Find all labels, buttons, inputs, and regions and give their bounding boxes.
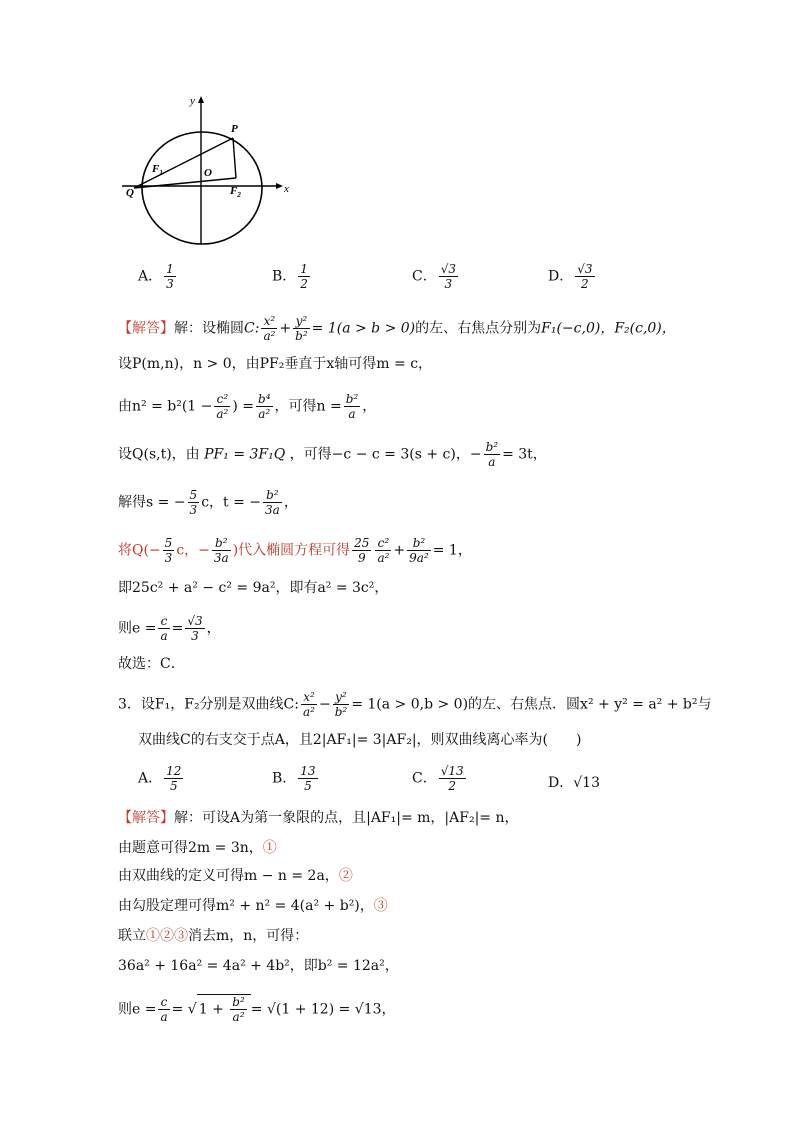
- label-P: P: [231, 123, 238, 135]
- q3-option-d: D．√13: [548, 775, 600, 791]
- q2-answer-line-9: 故选：C．: [118, 656, 185, 672]
- q3-answer-line-2: 由题意可得2m = 3n，①: [118, 840, 277, 856]
- q3-option-c: C． $\frac{√13}{2}$: [412, 764, 464, 793]
- q2-option-b: B． $\frac{1}{2}$: [272, 262, 308, 291]
- q2-answer-line-1: 【解答】解：设椭圆C: $\frac{\text{x²}}{\text{a²}}$ + $\frac{\text{y²}}{\text{b²}}$ = 1(a > b > 0)的左、右焦点分别为F₁(−c,0)，F₂(c,0)，: [118, 314, 676, 343]
- q3-stem-line-2: 双曲线C的右支交于点A，且2|AF₁|= 3|AF₂|，则双曲线离心率为( ): [138, 732, 582, 748]
- q3-option-a: A． $\frac{12}{5}$: [138, 764, 182, 793]
- q3-answer-line-7: 则e = $\frac{c}{a}$ = √ 1 + $\frac{\text{b²}}{\text{a²}}$ = √(1 + 12) = √13，: [118, 995, 396, 1024]
- label-y: y: [190, 95, 195, 107]
- q2-option-d: D． $\frac{√3}{2}$: [548, 262, 593, 291]
- q2-answer-line-7: 即25c² + a² − c² = 9a²，即有a² = 3c²，: [118, 580, 389, 596]
- q2-answer-line-8: 则e = $\frac{c}{a}$ = $\frac{√3}{3}$ ，: [118, 614, 221, 643]
- q3-answer-line-3: 由双曲线的定义可得m − n = 2a，②: [118, 868, 353, 884]
- label-F2: $F_2$: [230, 185, 241, 199]
- q2-answer-line-5: 解得s = − $\frac{5}{3}$ c，t = − $\frac{\text{b²}}{3a}$ ，: [118, 488, 298, 517]
- q2-answer-line-3: 由n² = b²(1 − $\frac{\text{c²}}{\text{a²}}$ ) = $\frac{\text{b⁴}}{\text{a²}}$ ，可得n = $\frac{\text{b²}}{a}$ ，: [118, 392, 377, 421]
- q2-option-c: C． $\frac{√3}{3}$: [412, 262, 456, 291]
- ellipse-figure: [118, 92, 298, 252]
- q2-answer-line-2: 设P(m,n)，n > 0，由PF₂垂直于x轴可得m = c，: [118, 356, 433, 372]
- q3-stem-line-1: 3．设F₁，F₂分别是双曲线C: $\frac{\text{x²}}{\text{a²}}$ − $\frac{\text{y²}}{\text{b²}}$ = 1(a > 0,b > 0)的左、右焦点．圆x² + y² = a² + b²与: [118, 690, 712, 719]
- q3-option-b: B． $\frac{13}{5}$: [272, 764, 316, 793]
- q2-answer-line-6: 将Q(− $\frac{5}{3}$ c，− $\frac{\text{b²}}{3a}$ )代入椭圆方程可得 $\frac{25}{9}$ $\frac{\text{c²}}{\text{a²}}$ + $\frac{\text{b²}}{\text{9a²}}$ = 1，: [118, 536, 472, 565]
- label-x: x: [284, 183, 289, 195]
- answer-tag: 【解答】: [118, 810, 174, 826]
- x-axis-arrow-icon: [276, 183, 283, 189]
- q3-answer-line-4: 由勾股定理可得m² + n² = 4(a² + b²)，③: [118, 898, 388, 914]
- q3-answer-line-1: 【解答】解：可设A为第一象限的点，且|AF₁|= m，|AF₂|= n，: [118, 810, 519, 826]
- label-Q: Q: [126, 187, 134, 199]
- q3-answer-line-6: 36a² + 16a² = 4a² + 4b²，即b² = 12a²，: [118, 958, 399, 974]
- q2-option-a: A． $\frac{1}{3}$: [138, 262, 174, 291]
- segment-PF2: [233, 138, 236, 178]
- q3-answer-line-5: 联立①②③消去m，n，可得：: [118, 928, 309, 944]
- label-F1: $F_1$: [152, 163, 163, 177]
- ellipse: [142, 132, 262, 244]
- label-O: O: [204, 167, 212, 179]
- q2-answer-line-4: 设Q(s,t)，由 PF₁ = 3F₁Q ，可得−c − c = 3(s + c)，− $\frac{\text{b²}}{a}$ = 3t，: [118, 440, 547, 469]
- y-axis-arrow-icon: [198, 96, 204, 103]
- answer-tag: 【解答】: [118, 320, 174, 337]
